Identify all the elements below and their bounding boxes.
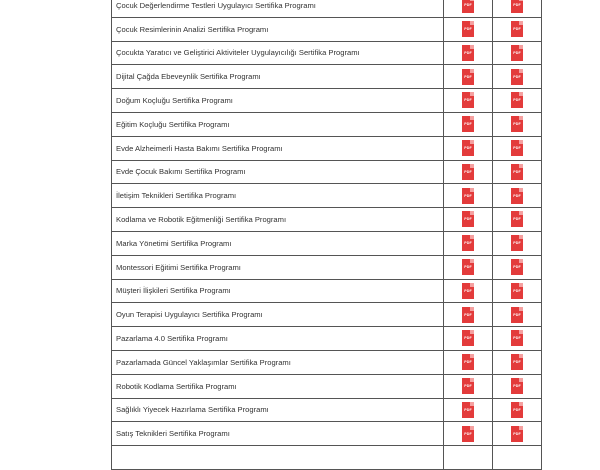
table-row	[112, 136, 542, 160]
table-row	[112, 0, 542, 17]
pdf-cell	[493, 398, 542, 422]
pdf-icon[interactable]	[511, 402, 523, 418]
pdf-icon-label: PDF	[464, 431, 472, 436]
program-name: İletişim Teknikleri Sertifika Programı	[112, 184, 444, 208]
pdf-icon[interactable]	[511, 0, 523, 13]
pdf-cell	[493, 350, 542, 374]
pdf-cell	[493, 446, 542, 470]
pdf-icon-label: PDF	[464, 50, 472, 55]
table-row	[112, 446, 542, 470]
pdf-icon[interactable]	[511, 188, 523, 204]
program-name: Doğum Koçluğu Sertifika Programı	[112, 89, 444, 113]
pdf-icon-label: PDF	[464, 264, 472, 269]
pdf-icon[interactable]	[462, 164, 474, 180]
pdf-icon-label: PDF	[464, 26, 472, 31]
pdf-icon-label: PDF	[464, 312, 472, 317]
pdf-cell	[493, 374, 542, 398]
table-row	[112, 184, 542, 208]
pdf-icon[interactable]	[511, 92, 523, 108]
pdf-cell	[444, 231, 493, 255]
pdf-icon[interactable]	[511, 426, 523, 442]
pdf-cell	[493, 255, 542, 279]
pdf-cell	[444, 398, 493, 422]
pdf-icon-label: PDF	[513, 3, 521, 8]
pdf-icon-label: PDF	[464, 98, 472, 103]
program-name: Müşteri İlişkileri Sertifika Programı	[112, 279, 444, 303]
pdf-icon[interactable]	[511, 116, 523, 132]
pdf-icon-label: PDF	[513, 264, 521, 269]
pdf-icon[interactable]	[462, 354, 474, 370]
pdf-cell	[493, 422, 542, 446]
pdf-icon-label: PDF	[513, 431, 521, 436]
program-name: Pazarlamada Güncel Yaklaşımlar Sertifika Programı	[112, 350, 444, 374]
pdf-cell	[444, 184, 493, 208]
pdf-cell	[444, 255, 493, 279]
pdf-icon[interactable]	[462, 45, 474, 61]
pdf-cell	[493, 112, 542, 136]
pdf-icon-label: PDF	[464, 3, 472, 8]
table-row	[112, 398, 542, 422]
table-row	[112, 350, 542, 374]
pdf-icon-label: PDF	[464, 407, 472, 412]
table-row	[112, 374, 542, 398]
pdf-cell	[493, 184, 542, 208]
pdf-cell	[493, 279, 542, 303]
pdf-icon[interactable]	[511, 211, 523, 227]
pdf-icon[interactable]	[462, 188, 474, 204]
pdf-icon-label: PDF	[464, 383, 472, 388]
pdf-icon-label: PDF	[513, 241, 521, 246]
pdf-cell	[444, 303, 493, 327]
program-name: Evde Alzheimerli Hasta Bakımı Sertifika Programı	[112, 136, 444, 160]
table-row	[112, 65, 542, 89]
pdf-icon-label: PDF	[513, 26, 521, 31]
pdf-icon[interactable]	[462, 283, 474, 299]
pdf-cell	[444, 279, 493, 303]
pdf-icon[interactable]	[511, 283, 523, 299]
pdf-icon-label: PDF	[513, 169, 521, 174]
pdf-icon-label: PDF	[464, 217, 472, 222]
pdf-cell	[493, 303, 542, 327]
program-name: Eğitim Koçluğu Sertifika Programı	[112, 112, 444, 136]
program-name: Satış Teknikleri Sertifika Programı	[112, 422, 444, 446]
pdf-icon[interactable]	[462, 116, 474, 132]
pdf-icon[interactable]	[462, 21, 474, 37]
pdf-cell	[493, 41, 542, 65]
pdf-cell	[444, 41, 493, 65]
pdf-cell	[493, 327, 542, 351]
program-name: Evde Çocuk Bakımı Sertifika Programı	[112, 160, 444, 184]
pdf-cell	[444, 327, 493, 351]
pdf-icon-label: PDF	[464, 74, 472, 79]
pdf-cell	[444, 0, 493, 17]
pdf-cell	[444, 208, 493, 232]
pdf-icon-label: PDF	[513, 74, 521, 79]
pdf-icon[interactable]	[511, 330, 523, 346]
pdf-icon-label: PDF	[464, 122, 472, 127]
pdf-icon[interactable]	[511, 69, 523, 85]
pdf-cell	[444, 89, 493, 113]
pdf-icon-label: PDF	[513, 383, 521, 388]
pdf-icon[interactable]	[462, 211, 474, 227]
pdf-icon[interactable]	[511, 140, 523, 156]
table-row	[112, 255, 542, 279]
pdf-cell	[493, 136, 542, 160]
pdf-cell	[493, 89, 542, 113]
program-name: Çocuk Değerlendirme Testleri Uygulayıcı Sertifika Programı	[112, 0, 444, 17]
table-row	[112, 112, 542, 136]
pdf-cell	[444, 160, 493, 184]
table-row	[112, 160, 542, 184]
pdf-cell	[493, 208, 542, 232]
table-row	[112, 17, 542, 41]
table-row	[112, 89, 542, 113]
pdf-icon-label: PDF	[513, 50, 521, 55]
pdf-cell	[444, 17, 493, 41]
pdf-icon-label: PDF	[513, 312, 521, 317]
pdf-cell	[493, 0, 542, 17]
pdf-icon-label: PDF	[513, 407, 521, 412]
pdf-cell	[493, 160, 542, 184]
pdf-icon-label: PDF	[464, 336, 472, 341]
program-name: Çocukta Yaratıcı ve Geliştirici Aktiviteler Uygulayıcılığı Sertifika Programı	[112, 41, 444, 65]
program-name	[112, 446, 444, 470]
pdf-icon[interactable]	[462, 69, 474, 85]
pdf-icon[interactable]	[511, 378, 523, 394]
pdf-icon[interactable]	[462, 140, 474, 156]
pdf-icon[interactable]	[511, 21, 523, 37]
pdf-cell	[444, 350, 493, 374]
program-name: Kodlama ve Robotik Eğitmenliği Sertifika Programı	[112, 208, 444, 232]
pdf-icon-label: PDF	[464, 288, 472, 293]
pdf-icon-label: PDF	[513, 288, 521, 293]
pdf-icon-label: PDF	[513, 98, 521, 103]
table-row	[112, 303, 542, 327]
program-name: Pazarlama 4.0 Sertifika Programı	[112, 327, 444, 351]
pdf-icon-label: PDF	[464, 145, 472, 150]
table-row	[112, 208, 542, 232]
pdf-cell	[444, 374, 493, 398]
pdf-icon[interactable]	[462, 307, 474, 323]
pdf-icon[interactable]	[511, 259, 523, 275]
pdf-icon[interactable]	[511, 235, 523, 251]
pdf-icon-label: PDF	[513, 193, 521, 198]
pdf-cell	[493, 17, 542, 41]
pdf-icon-label: PDF	[513, 336, 521, 341]
program-name: Sağlıklı Yiyecek Hazırlama Sertifika Programı	[112, 398, 444, 422]
table-row	[112, 422, 542, 446]
table-row	[112, 327, 542, 351]
pdf-icon[interactable]	[462, 0, 474, 13]
program-name: Marka Yönetimi Sertifika Programı	[112, 231, 444, 255]
pdf-icon[interactable]	[511, 164, 523, 180]
program-name: Çocuk Resimlerinin Analizi Sertifika Programı	[112, 17, 444, 41]
pdf-icon-label: PDF	[513, 145, 521, 150]
pdf-icon[interactable]	[462, 402, 474, 418]
pdf-cell	[444, 422, 493, 446]
pdf-cell	[444, 112, 493, 136]
pdf-icon-label: PDF	[513, 217, 521, 222]
pdf-cell	[493, 65, 542, 89]
pdf-cell	[444, 65, 493, 89]
pdf-icon-label: PDF	[464, 360, 472, 365]
table-row	[112, 231, 542, 255]
pdf-icon[interactable]	[511, 45, 523, 61]
pdf-icon-label: PDF	[464, 241, 472, 246]
pdf-icon-label: PDF	[464, 169, 472, 174]
pdf-cell	[493, 231, 542, 255]
pdf-icon[interactable]	[462, 235, 474, 251]
pdf-icon[interactable]	[462, 378, 474, 394]
program-name: Montessori Eğitimi Sertifika Programı	[112, 255, 444, 279]
program-name: Dijital Çağda Ebeveynlik Sertifika Programı	[112, 65, 444, 89]
pdf-icon-label: PDF	[464, 193, 472, 198]
table-row	[112, 41, 542, 65]
pdf-icon[interactable]	[462, 259, 474, 275]
table-row	[112, 279, 542, 303]
pdf-icon-label: PDF	[513, 360, 521, 365]
pdf-icon[interactable]	[462, 426, 474, 442]
pdf-icon[interactable]	[511, 307, 523, 323]
program-name: Oyun Terapisi Uygulayıcı Sertifika Programı	[112, 303, 444, 327]
program-name: Robotik Kodlama Sertifika Programı	[112, 374, 444, 398]
pdf-icon[interactable]	[462, 92, 474, 108]
pdf-icon-label: PDF	[513, 122, 521, 127]
pdf-icon[interactable]	[511, 354, 523, 370]
pdf-cell	[444, 446, 493, 470]
table-body	[112, 0, 542, 469]
pdf-cell	[444, 136, 493, 160]
pdf-icon[interactable]	[462, 330, 474, 346]
certificate-program-table	[111, 0, 542, 470]
